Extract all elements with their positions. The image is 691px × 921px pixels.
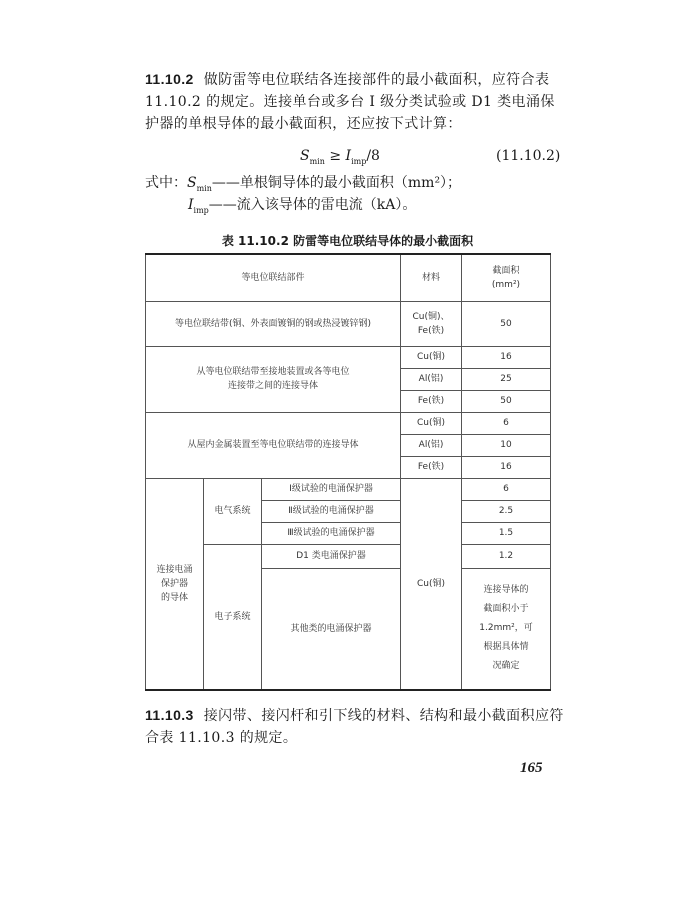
spd-type-other: 其他类的电涌保护器 [262,568,401,690]
header-area-label: 截面积 [492,265,520,276]
row2-area: 25 [462,368,551,390]
section-11-10-3 [145,704,565,749]
row3-area: 16 [462,456,551,478]
spd-area-other-line: 连接导体的 [483,585,529,596]
section-number: 11.10.2 [145,71,194,87]
table-header-row [146,254,551,301]
spd-group-label [146,478,204,690]
formula-rhs-sub: imp [351,156,367,166]
row2-area: 50 [462,390,551,412]
formula-rhs: I [345,148,352,164]
spd-area: 6 [462,478,551,500]
variable-s-desc: ——单根铜导体的最小截面积（mm²）； [211,175,462,191]
spd-area-other-line: 况确定 [492,661,520,672]
row3-label: 从屋内金属装置至等电位联结带的连接导体 [146,412,401,478]
formula-operator: ≥ [329,148,342,164]
variable-i-sub: imp [193,205,209,215]
row1-material-b: Fe(铁) [417,325,445,336]
formula-lhs-sub: min [309,156,325,166]
table-row [146,544,551,568]
row1-material-a: Cu(铜)、 [412,311,450,322]
spd-type: D1 类电涌保护器 [262,544,401,568]
section-text: 做防雷等电位联结各连接部件的最小截面积，应符合表 11.10.2 的规定。连接单台或多台 I 级分类试验或 D1 类电涌保护器的单根导体的最小截面积，还应按下式计算： [145,72,555,132]
page-number: 165 [520,760,543,776]
min-cross-section-table [145,253,551,691]
row2-material: Al(铝) [401,368,462,390]
row3-material: Al(铝) [401,434,462,456]
formula-number: (11.10.2) [496,148,561,164]
spd-group-b: 保护器 [160,578,188,589]
formula [300,148,380,166]
variable-s-sub: min [196,183,212,193]
table-row [146,412,551,434]
section-11-10-2 [145,68,565,135]
section-number: 11.10.3 [145,707,194,723]
spd-area: 1.2 [462,544,551,568]
table-row [146,301,551,346]
variable-i [188,194,416,222]
row1-label: 等电位联结带(铜、外表面镀铜的钢或热浸镀锌钢) [146,301,401,346]
table-row [146,346,551,368]
row2-area: 16 [462,346,551,368]
variable-s-symbol: S [187,175,197,191]
spd-area-other-line: 1.2mm²，可 [479,623,533,634]
spd-area-other-line: 截面积小于 [483,604,529,615]
spd-type: Ⅲ级试验的电涌保护器 [262,522,401,544]
row3-area: 6 [462,412,551,434]
variables-prefix: 式中： [145,175,187,191]
spd-group-c: 的导体 [160,592,188,603]
row2-label-a: 从等电位联结带至接地装置或各等电位 [196,367,350,377]
spd-material: Cu(铜) [401,478,462,690]
section-text: 接闪带、接闪杆和引下线的材料、结构和最小截面积应符合表 11.10.3 的规定。 [145,708,564,746]
row2-label-b: 连接带之间的连接导体 [227,381,318,391]
row2-material: Cu(铜) [401,346,462,368]
row3-area: 10 [462,434,551,456]
table-row [146,478,551,500]
header-material: 材料 [401,254,462,301]
row2-label [146,346,401,412]
row3-material: Cu(铜) [401,412,462,434]
variable-i-symbol: I [188,197,194,213]
spd-group-a: 连接电涌 [156,564,193,575]
spd-area-other [462,568,551,690]
row3-material: Fe(铁) [401,456,462,478]
formula-lhs: S [300,148,310,164]
spd-electronic: 电子系统 [204,544,262,690]
variable-i-desc: ——流入该导体的雷电流（kA）。 [208,197,417,213]
spd-type: I级试验的电涌保护器 [262,478,401,500]
row1-material [401,301,462,346]
header-area-unit: (mm²) [491,279,521,290]
header-area [462,254,551,301]
row2-material: Fe(铁) [401,390,462,412]
spd-area-other-line: 根据具体情 [483,642,529,653]
spd-type: Ⅱ级试验的电涌保护器 [262,500,401,522]
formula-rhs-tail: /8 [366,148,380,164]
spd-electrical: 电气系统 [204,478,262,544]
header-component: 等电位联结部件 [146,254,401,301]
spd-area: 2.5 [462,500,551,522]
table-title: 表 11.10.2 防雷等电位联结导体的最小截面积 [221,234,474,248]
spd-area: 1.5 [462,522,551,544]
row1-area: 50 [462,301,551,346]
